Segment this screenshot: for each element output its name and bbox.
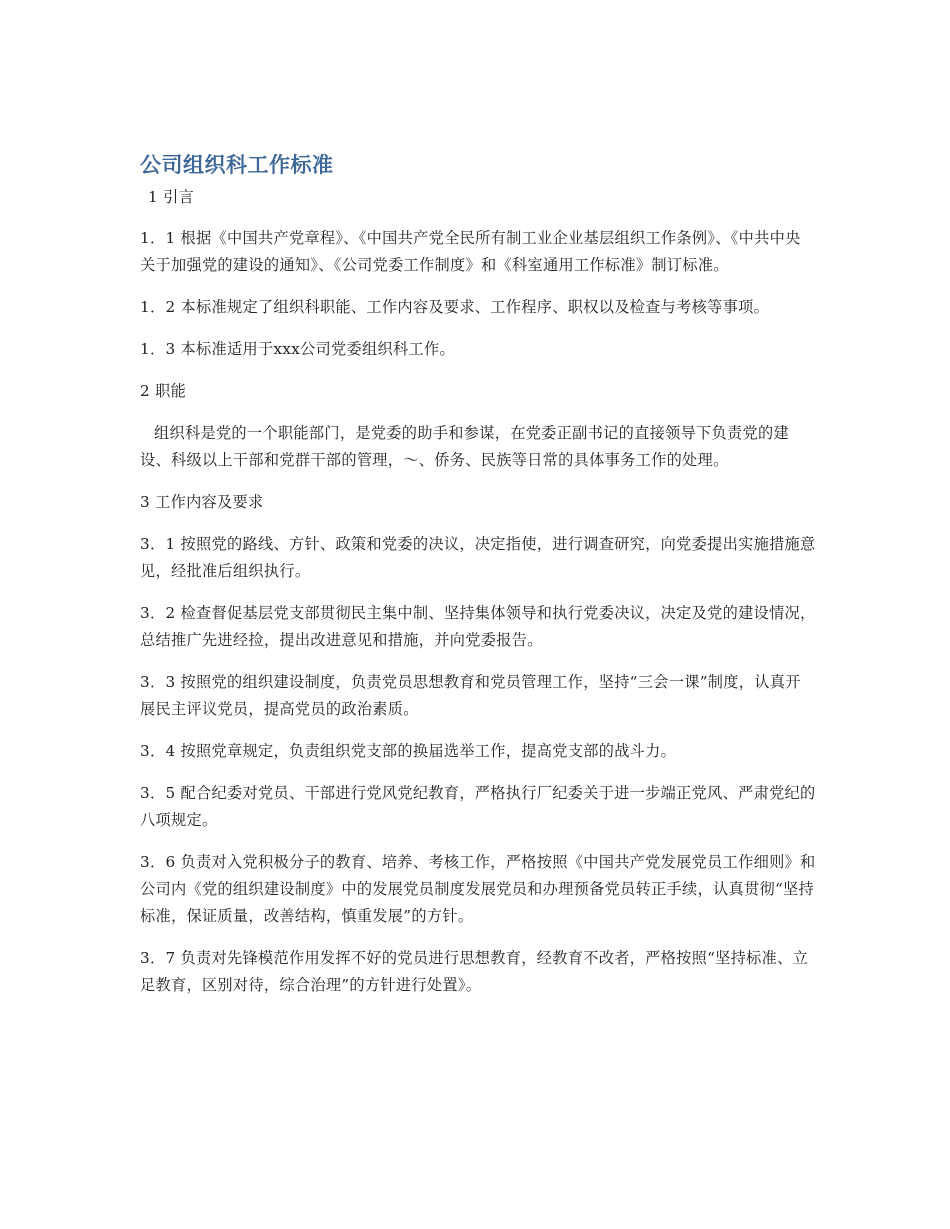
section-heading-intro: 1 引言 xyxy=(148,188,195,206)
section-heading-work-content: 3 工作内容及要求 xyxy=(140,493,264,511)
clause-3-2: 3．2 检查督促基层党支部贯彻民主集中制、坚持集体领导和执行党委决议，决定及党的建设情况，总结推广先进经捡，提出改进意见和措施，并向党委报告。 xyxy=(140,604,816,649)
clause-3-4: 3．4 按照党章规定，负责组织党支部的换届选举工作，提高党支部的战斗力。 xyxy=(140,742,677,760)
section-heading-functions: 2 职能 xyxy=(140,382,187,400)
document-title: 公司组织科工作标准 xyxy=(140,153,334,177)
functions-paragraph: 组织科是党的一个职能部门，是党委的助手和参谋，在党委正副书记的直接领导下负责党的建设、科级以上干部和党群干部的管理，～、侨务、民族等日常的具体事务工作的处理。 xyxy=(140,424,789,469)
clause-3-6: 3．6 负责对入党积极分子的教育、培养、考核工作，严格按照《中国共产党发展党员工作细则》和公司内《党的组织建设制度》中的发展党员制度发展党员和办理预备党员转正手续，认真贯彻“坚持标准，保证质量，改善结构，慎重发展”的方针。 xyxy=(140,853,816,925)
clause-1-1: 1．1 根据《中国共产党章程》、《中国共产党全民所有制工业企业基层组织工作条例》、《中共中央关于加强党的建设的通知》、《公司党委工作制度》和《科室通用工作标准》制订标准。 xyxy=(140,229,801,274)
clause-3-7: 3．7 负责对先锋模范作用发挥不好的党员进行思想教育，经教育不改者，严格按照“坚持标准、立足教育，区别对待，综合治理”的方针进行处置》。 xyxy=(140,949,809,994)
clause-1-3: 1．3 本标准适用于xxx公司党委组织科工作。 xyxy=(140,340,455,358)
clause-3-1: 3．1 按照党的路线、方针、政策和党委的决议，决定指使，进行调查研究，向党委提出实施措施意见，经批准后组织执行。 xyxy=(140,535,816,580)
clause-3-3: 3．3 按照党的组织建设制度，负责党员思想教育和党员管理工作，坚持“三会一课”制度，认真开展民主评议党员，提高党员的政治素质。 xyxy=(140,673,801,718)
clause-1-2: 1．2 本标准规定了组织科职能、工作内容及要求、工作程序、职权以及检查与考核等事项。 xyxy=(140,298,770,316)
document-page xyxy=(140,150,816,1014)
clause-3-5: 3．5 配合纪委对党员、干部进行党风党纪教育，严格执行厂纪委关于进一步端正党风、严肃党纪的八项规定。 xyxy=(140,784,816,829)
